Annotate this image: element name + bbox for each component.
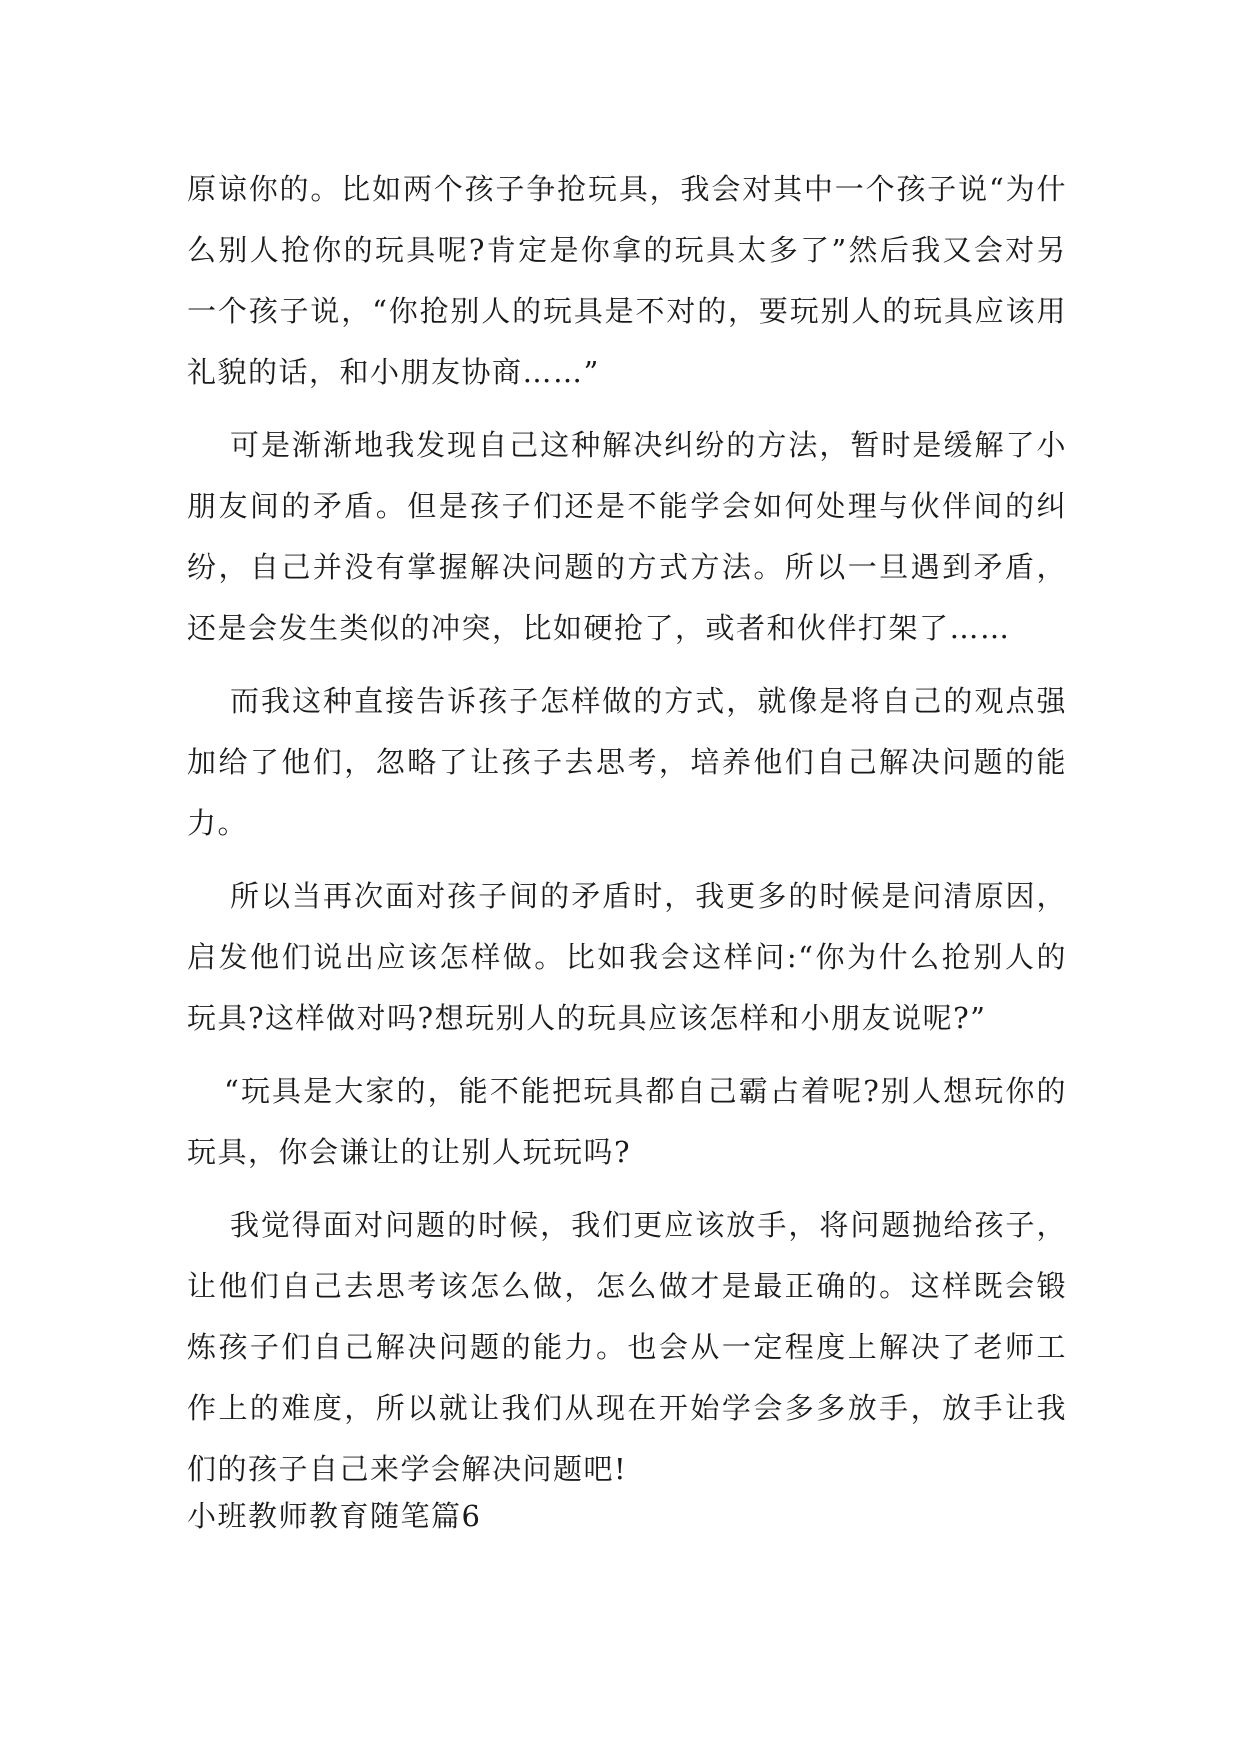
paragraph: 所以当再次面对孩子间的矛盾时，我更多的时候是问清原因，启发他们说出应该怎样做。比如我会这样问:“你为什么抢别人的玩具?这样做对吗?想玩别人的玩具应该怎样和小朋友说呢?” <box>187 879 1067 1035</box>
paragraph: 我觉得面对问题的时候，我们更应该放手，将问题抛给孩子，让他们自己去思考该怎么做，怎么做才是最正确的。这样既会锻炼孩子们自己解决问题的能力。也会从一定程度上解决了老师工作上的难度，所以就让我们从现在开始学会多多放手，放手让我们的孩子自己来学会解决问题吧! <box>187 1208 1067 1486</box>
body-text <box>187 159 1067 1512</box>
section-heading: 小班教师教育随笔篇6 <box>187 1499 482 1533</box>
paragraph-continuation: 原谅你的。比如两个孩子争抢玩具，我会对其中一个孩子说“为什么别人抢你的玩具呢?肯定是你拿的玩具太多了”然后我又会对另一个孩子说，“你抢别人的玩具是不对的，要玩别人的玩具应该用礼貌的话，和小朋友协商……” <box>187 172 1067 389</box>
paragraph: 而我这种直接告诉孩子怎样做的方式，就像是将自己的观点强加给了他们，忽略了让孩子去思考，培养他们自己解决问题的能力。 <box>187 684 1067 840</box>
paragraph: 可是渐渐地我发现自己这种解决纠纷的方法，暂时是缓解了小朋友间的矛盾。但是孩子们还是不能学会如何处理与伙伴间的纠纷，自己并没有掌握解决问题的方式方法。所以一旦遇到矛盾，还是会发生类似的冲突，比如硬抢了，或者和伙伴打架了…… <box>187 428 1067 645</box>
paragraph: “玩具是大家的，能不能把玩具都自己霸占着呢?别人想玩你的玩具，你会谦让的让别人玩玩吗? <box>187 1074 1067 1169</box>
